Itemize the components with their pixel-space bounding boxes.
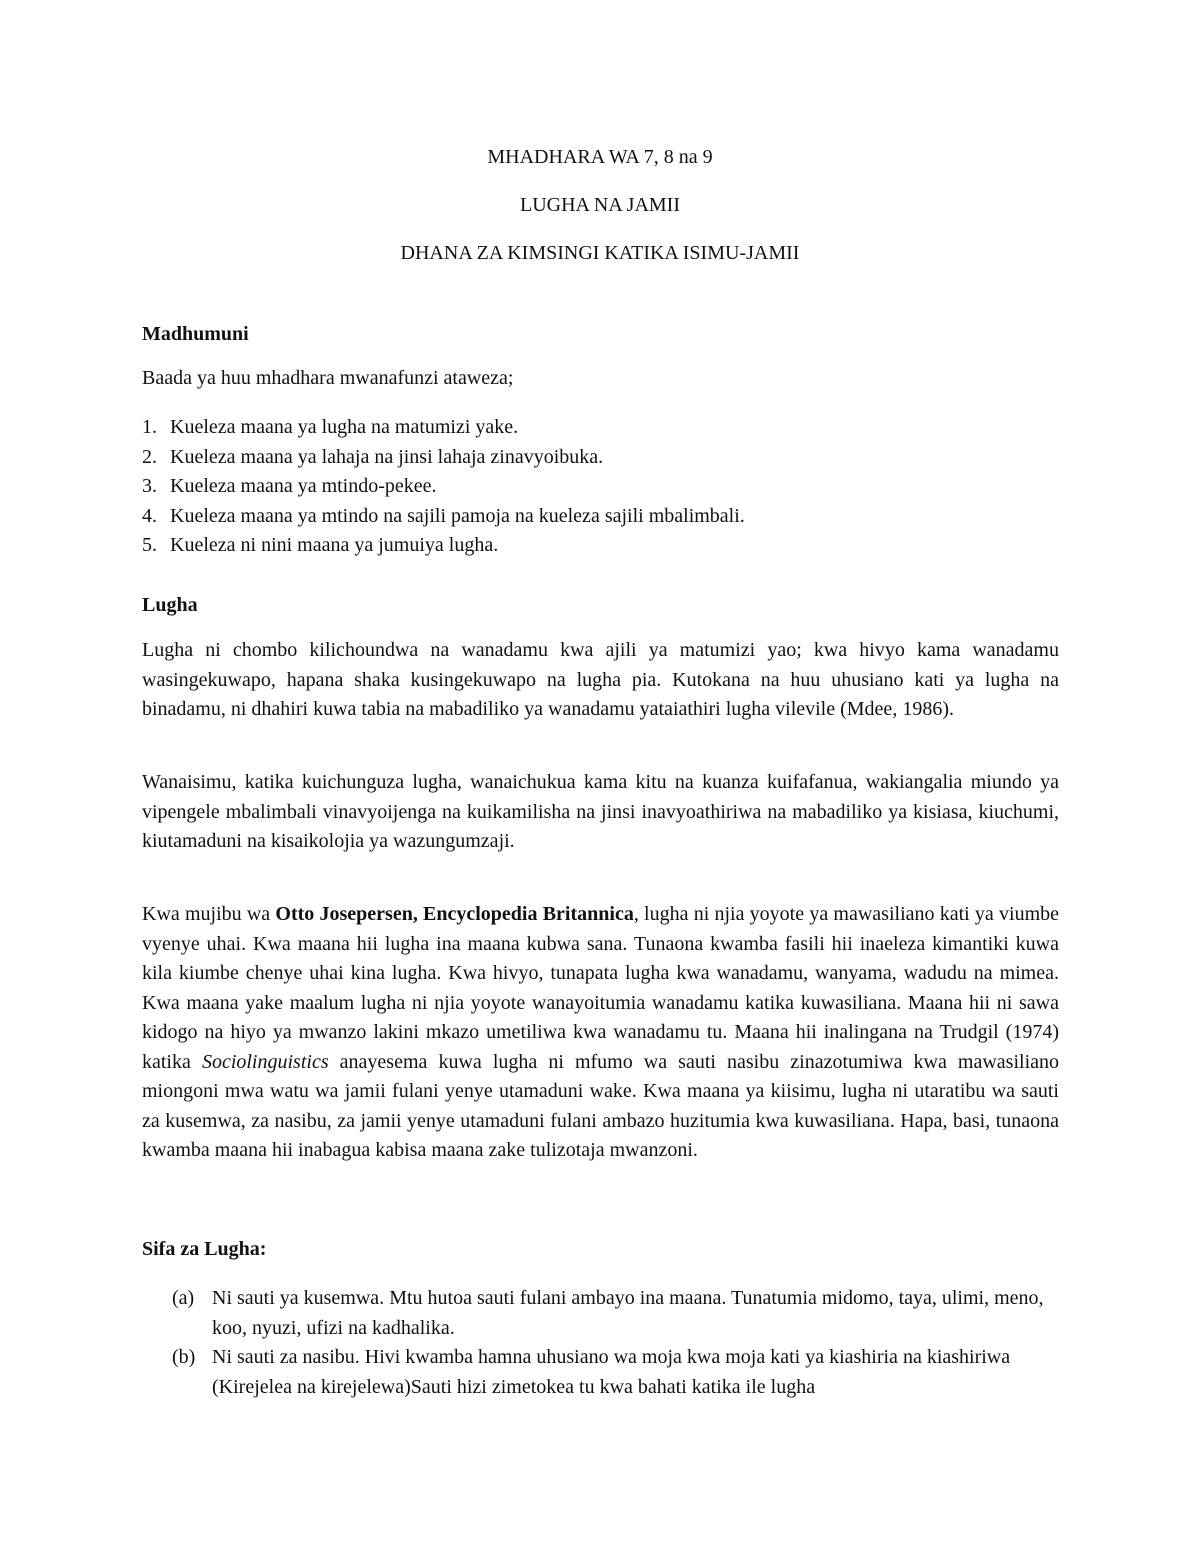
topic-title: LUGHA NA JAMII <box>520 194 680 216</box>
list-item: 1. Kueleza maana ya lugha na matumizi yake. <box>142 416 519 438</box>
cited-source: Otto Josepersen, Encyclopedia Britannica <box>275 903 634 925</box>
list-item: 5. Kueleza ni nini maana ya jumuiya lugha. <box>142 534 499 556</box>
subtopic-title: DHANA ZA KIMSINGI KATIKA ISIMU-JAMII <box>400 242 800 264</box>
lecture-title: MHADHARA WA 7, 8 na 9 <box>487 146 713 168</box>
sifa-heading: Sifa za Lugha: <box>142 1238 267 1260</box>
madhumuni-intro: Baada ya huu mhadhara mwanafunzi ataweza; <box>142 367 514 389</box>
madhumuni-heading: Madhumuni <box>142 323 249 345</box>
lugha-paragraph-3: Kwa mujibu wa Otto Josepersen, Encyclopedia Britannica, lugha ni njia yoyote ya mawasiliano kati ya viumbe vyenye uhai. Kwa maana hii lugha ina maana kubwa sana. Tunaona kwamba fasili hii inaeleza kimantiki kuwa kila kiumbe chenye uhai kina lugha. Kwa hivyo, tunapata lugha kwa wanadamu, wanyama, wadudu na mimea. Kwa maana yake maalum lugha ni njia yoyote wanayoitumia wanadamu katika kuwasiliana. Maana hii ni sawa kidogo na hiyo ya mwanzo lakini mkazo umetiliwa kwa wanadamu tu. Maana hii inalingana na Trudgil (1974) katika Sociolinguistics anayesema kuwa lugha ni mfumo wa sauti nasibu zinazotumiwa kwa mawasiliano miongoni mwa watu wa jamii fulani yenye utamaduni wake. Kwa maana ya kiisimu, lugha ni utaratibu wa sauti za kusemwa, za nasibu, za jamii yenye utamaduni fulani ambazo huzitumia kwa kuwasiliana. Hapa, basi, tunaona kwamba maana hii inabagua kabisa maana zake tulizotaja mwanzoni. <box>142 903 1060 1161</box>
lugha-paragraph-1: Lugha ni chombo kilichoundwa na wanadamu kwa ajili ya matumizi yao; kwa hivyo kama wanadamu wasingekuwapo, hapana shaka kusingekuwapo na lugha pia. Kutokana na huu uhusiano kati ya lugha na binadamu, ni dhahiri kuwa tabia na mabadiliko ya wanadamu yataiathiri lugha vilevile (Mdee, 1986). <box>142 639 1059 720</box>
list-item: (b) Ni sauti za nasibu. Hivi kwamba hamna uhusiano wa moja kwa moja kati ya kiashiria na kiashiriwa (Kirejelea na kirejelewa)Sauti hizi zimetokea tu kwa bahati katika ile lugha <box>172 1346 1011 1398</box>
sifa-list <box>172 1284 1059 1402</box>
cited-work: Sociolinguistics <box>201 1050 329 1073</box>
list-item: 4. Kueleza maana ya mtindo na sajili pamoja na kueleza sajili mbalimbali. <box>142 504 745 527</box>
lugha-paragraph-2: Wanaisimu, katika kuichunguza lugha, wanaichukua kama kitu na kuanza kuifafanua, wakiangalia miundo ya vipengele mbalimbali vinavyoijenga na kuikamilisha na jinsi inavyoathiriwa na mabadiliko ya kisiasa, kiuchumi, kiutamaduni na kisaikolojia ya wazungumzaji. <box>142 771 1059 852</box>
title-block <box>0 143 1200 287</box>
list-item: 3. Kueleza maana ya mtindo-pekee. <box>142 475 437 497</box>
list-item: 2. Kueleza maana ya lahaja na jinsi lahaja zinavyoibuka. <box>142 445 604 468</box>
objectives-list <box>142 413 745 561</box>
list-item: (a) Ni sauti ya kusemwa. Mtu hutoa sauti fulani ambayo ina maana. Tunatumia midomo, taya, ulimi, meno, koo, nyuzi, ufizi na kadhalika. <box>172 1287 1044 1339</box>
lugha-heading: Lugha <box>142 594 198 616</box>
